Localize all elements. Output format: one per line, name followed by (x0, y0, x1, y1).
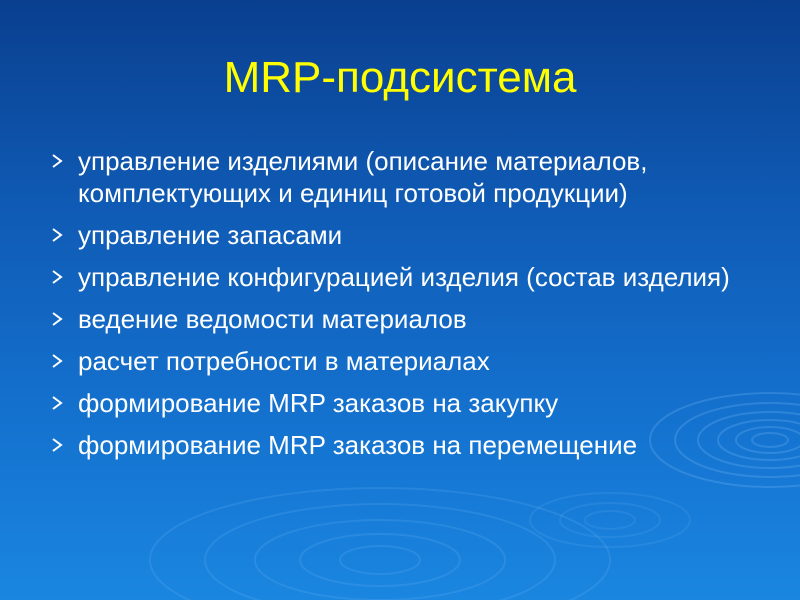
bullet-list (46, 145, 746, 471)
chevron-right-icon (50, 396, 64, 410)
slide-title: MRP-подсистема (223, 53, 577, 102)
chevron-right-icon (50, 354, 64, 368)
list-item (46, 261, 746, 293)
list-item-text: ведение ведомости материалов (78, 304, 467, 334)
list-item (46, 345, 746, 377)
list-item (46, 145, 746, 209)
chevron-right-icon (50, 438, 64, 452)
list-item-text: формирование MRP заказов на перемещение (78, 430, 638, 460)
list-item-text: управление конфигурацией изделия (состав изделия) (78, 262, 730, 292)
list-item (46, 219, 746, 251)
list-item-text: управление запасами (78, 220, 343, 250)
chevron-right-icon (50, 228, 64, 242)
list-item (46, 429, 746, 461)
list-item-text: формирование MRP заказов на закупку (78, 388, 559, 418)
chevron-right-icon (50, 270, 64, 284)
list-item-text: расчет потребности в материалах (78, 346, 490, 376)
list-item-text: управление изделиями (описание материалов, комплектующих и единиц готовой продукции) (78, 146, 648, 208)
list-item (46, 303, 746, 335)
chevron-right-icon (50, 154, 64, 168)
chevron-right-icon (50, 312, 64, 326)
list-item (46, 387, 746, 419)
